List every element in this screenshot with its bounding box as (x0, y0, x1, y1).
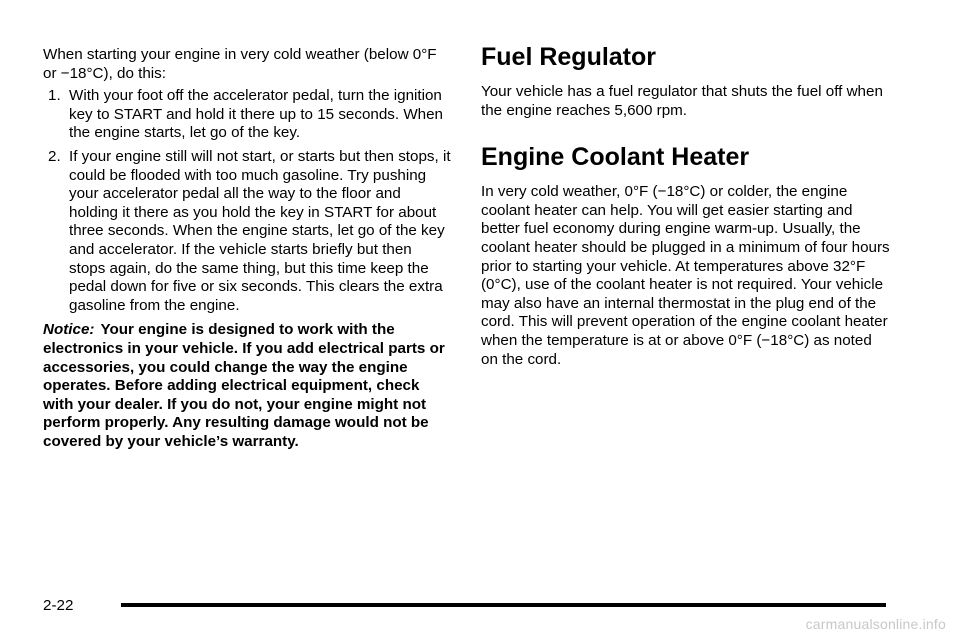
section-body: Your vehicle has a fuel regulator that shuts the fuel off when the engine reaches 5,600 rpm. (481, 83, 883, 119)
watermark: carmanualsonline.info (805, 616, 946, 632)
engine-coolant-heater-section (481, 142, 891, 369)
section-heading: Fuel Regulator (481, 43, 657, 71)
cold-start-steps (43, 87, 451, 315)
list-item (43, 87, 451, 143)
cold-start-intro: When starting your engine in very cold weather (below 0°F or −18°C), do this: (43, 46, 437, 82)
notice-paragraph (43, 321, 451, 451)
right-column (481, 42, 891, 369)
page-number: 2-22 (43, 597, 74, 614)
step-number: 2. (48, 147, 61, 165)
notice-label: Notice: (43, 321, 95, 339)
section-body: In very cold weather, 0°F (−18°C) or colder, the engine coolant heater can help. You will get easier starting and better fuel economy during engine warm-up. Usually, the coolant heater should be plugged in a minimum of four hours prior to starting your vehicle. At temperatures above 32°F (0°C), use of the coolant heater is not required. Your vehicle may also have an internal thermostat in the plug end of the cord. This will prevent operation of the engine coolant heater when the temperature is at or above 0°F (−18°C) as noted on the cord. (481, 183, 890, 368)
section-heading: Engine Coolant Heater (481, 143, 750, 172)
footer-rule (121, 603, 886, 607)
notice-text: Your engine is designed to work with the electronics in your vehicle. If you add electrical parts or accessories, you could change the way the engine operates. Before adding electrical equipment, check with your dealer. If you do not, your engine might not perform properly. Any resulting damage would not be covered by your vehicle’s warranty. (43, 321, 445, 450)
left-column (43, 46, 451, 451)
list-item (43, 148, 451, 315)
step-text: If your engine still will not start, or starts but then stops, it could be flooded with too much gasoline. Try pushing your accelerator pedal all the way to the floor and holding it there as you hold the key in START for about three seconds. When the engine starts, let go of the key and accelerator. If the vehicle starts briefly but then stops again, do the same thing, but this time keep the pedal down for five or six seconds. This clears the extra gasoline from the engine. (69, 147, 451, 314)
fuel-regulator-section (481, 42, 891, 120)
step-number: 1. (48, 87, 61, 105)
step-text: With your foot off the accelerator pedal, turn the ignition key to START and hold it there up to 15 seconds. When the engine starts, let go of the key. (69, 87, 443, 142)
